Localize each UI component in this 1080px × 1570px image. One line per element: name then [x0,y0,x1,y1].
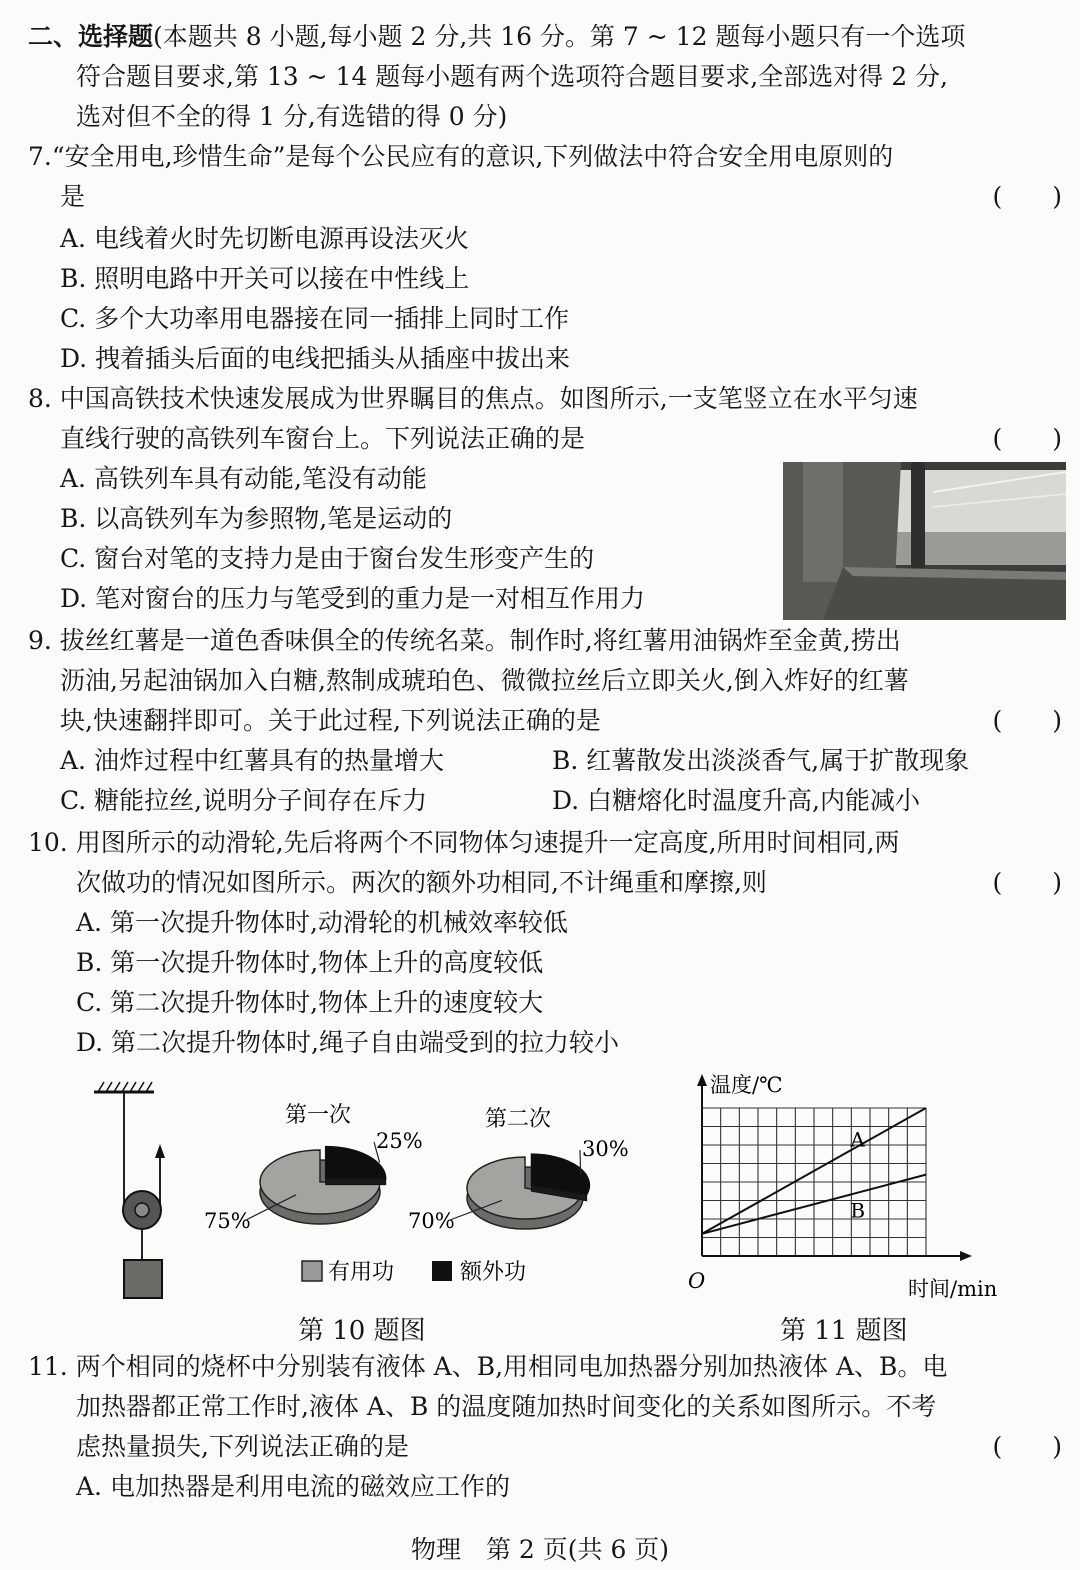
q10-option-a: A. 第一次提升物体时,动滑轮的机械效率较低 [76,908,568,937]
pie2-title: 第二次 [484,1107,552,1132]
q11-stem: 11. 两个相同的烧杯中分别装有液体 A、B,用相同电加热器分别加热液体 A、B。电 [28,1352,948,1381]
q7-option-b: B. 照明电路中开关可以接在中性线上 [60,264,470,293]
page-footer: 物理 第 2 页(共 6 页) [410,1535,670,1564]
legend-useful-label: 有用功 [328,1260,395,1285]
q9-option-b: B. 红薯散发出淡淡香气,属于扩散现象 [552,746,970,775]
figure-10-caption: 第 10 题图 [298,1316,426,1346]
pie-label-useful: 75% [204,1209,251,1233]
section-heading-line [28,22,965,52]
q7-option-a: A. 电线着火时先切断电源再设法灭火 [60,224,469,253]
q11-stem-cont2: 虑热量损失,下列说法正确的是 [76,1432,409,1461]
legend-extra-label: 额外功 [460,1260,527,1285]
figure-11-svg [680,1068,1020,1306]
q11-stem-cont1: 加热器都正常工作时,液体 A、B 的温度随加热时间变化的关系如图所示。不考 [76,1392,937,1421]
figure-10-svg [80,1070,629,1310]
q8-option-c: C. 窗台对笔的支持力是由于窗台发生形变产生的 [60,544,595,573]
q11-option-a: A. 电加热器是利用电流的磁效应工作的 [76,1472,510,1501]
q10-option-d: D. 第二次提升物体时,绳子自由端受到的拉力较小 [76,1028,619,1057]
q9-stem-cont2: 块,快速翻拌即可。关于此过程,下列说法正确的是 [60,706,601,735]
figure-11-caption: 第 11 题图 [780,1316,908,1346]
series-label-B: B [850,1198,866,1223]
pie-label-useful: 70% [408,1209,455,1233]
pie-label-extra: 30% [582,1137,629,1161]
q10-option-b: B. 第一次提升物体时,物体上升的高度较低 [76,948,544,977]
x-axis-arrow [960,1251,972,1261]
y-axis-arrow [697,1074,707,1086]
q9-stem-cont1: 沥油,另起油锅加入白糖,熬制成琥珀色、微微拉丝后立即关火,倒入炸好的红薯 [60,666,909,695]
section-intro-line2: 符合题目要求,第 13 ~ 14 题每小题有两个选项符合题目要求,全部选对得 2 分, [76,62,948,91]
y-axis-label: 温度/℃ [710,1073,783,1097]
q7-stem-cont: 是 [60,182,86,211]
q10-option-c: C. 第二次提升物体时,物体上升的速度较大 [76,988,544,1017]
q9-stem: 9. 拔丝红薯是一道色香味俱全的传统名菜。制作时,将红薯用油锅炸至金黄,捞出 [28,626,901,655]
figure-10 [80,1070,629,1310]
section-heading: 二、选择题 [28,22,154,51]
q10-stem-cont: 次做功的情况如图所示。两次的额外功相同,不计绳重和摩擦,则 [76,868,767,897]
q8-option-b: B. 以高铁列车为参照物,笔是运动的 [60,504,453,533]
q7-option-c: C. 多个大功率用电器接在同一插排上同时工作 [60,304,570,333]
q11-answer-blank: ( ) [992,1432,1062,1461]
origin-label: O [688,1269,706,1293]
q8-answer-blank: ( ) [992,424,1062,453]
x-axis-label: 时间/min [908,1277,998,1301]
q9-answer-blank: ( ) [992,706,1062,735]
pie-chart-second [408,1137,629,1233]
q8-stem: 8. 中国高铁技术快速发展成为世界瞩目的焦点。如图所示,一支笔竖立在水平匀速 [28,384,918,413]
q8-option-d: D. 笔对窗台的压力与笔受到的重力是一对相互作用力 [60,584,646,613]
q10-stem: 10. 用图所示的动滑轮,先后将两个不同物体匀速提升一定高度,所用时间相同,两 [28,828,900,857]
pie-label-extra: 25% [376,1129,423,1153]
q9-option-a: A. 油炸过程中红薯具有的热量增大 [60,746,444,775]
series-label-A: A [850,1127,865,1152]
q7-option-d: D. 拽着插头后面的电线把插头从插座中拔出来 [60,344,571,373]
q8-option-a: A. 高铁列车具有动能,笔没有动能 [60,464,427,493]
movable-pulley-diagram [94,1082,165,1298]
q9-option-d: D. 白糖熔化时温度升高,内能减小 [552,786,920,815]
train-window-photo [783,462,1066,620]
legend-useful-swatch [302,1261,322,1281]
pie1-title: 第一次 [284,1103,352,1128]
figure-11 [680,1068,1020,1306]
section-intro: (本题共 8 小题,每小题 2 分,共 16 分。第 7 ~ 12 题每小题只有一个选项 [153,22,966,51]
q9-option-c: C. 糖能拉丝,说明分子间存在斥力 [60,786,428,815]
legend-extra-swatch [432,1261,452,1281]
q10-answer-blank: ( ) [992,868,1062,897]
q8-stem-cont: 直线行驶的高铁列车窗台上。下列说法正确的是 [60,424,586,453]
q7-answer-blank: ( ) [992,182,1062,211]
pie-leader-extra [580,1150,581,1174]
section-intro-line3: 选对但不全的得 1 分,有选错的得 0 分) [76,102,508,131]
q7-stem: 7.“安全用电,珍惜生命”是每个公民应有的意识,下列做法中符合安全用电原则的 [28,142,894,171]
pie-chart-first [204,1129,423,1233]
